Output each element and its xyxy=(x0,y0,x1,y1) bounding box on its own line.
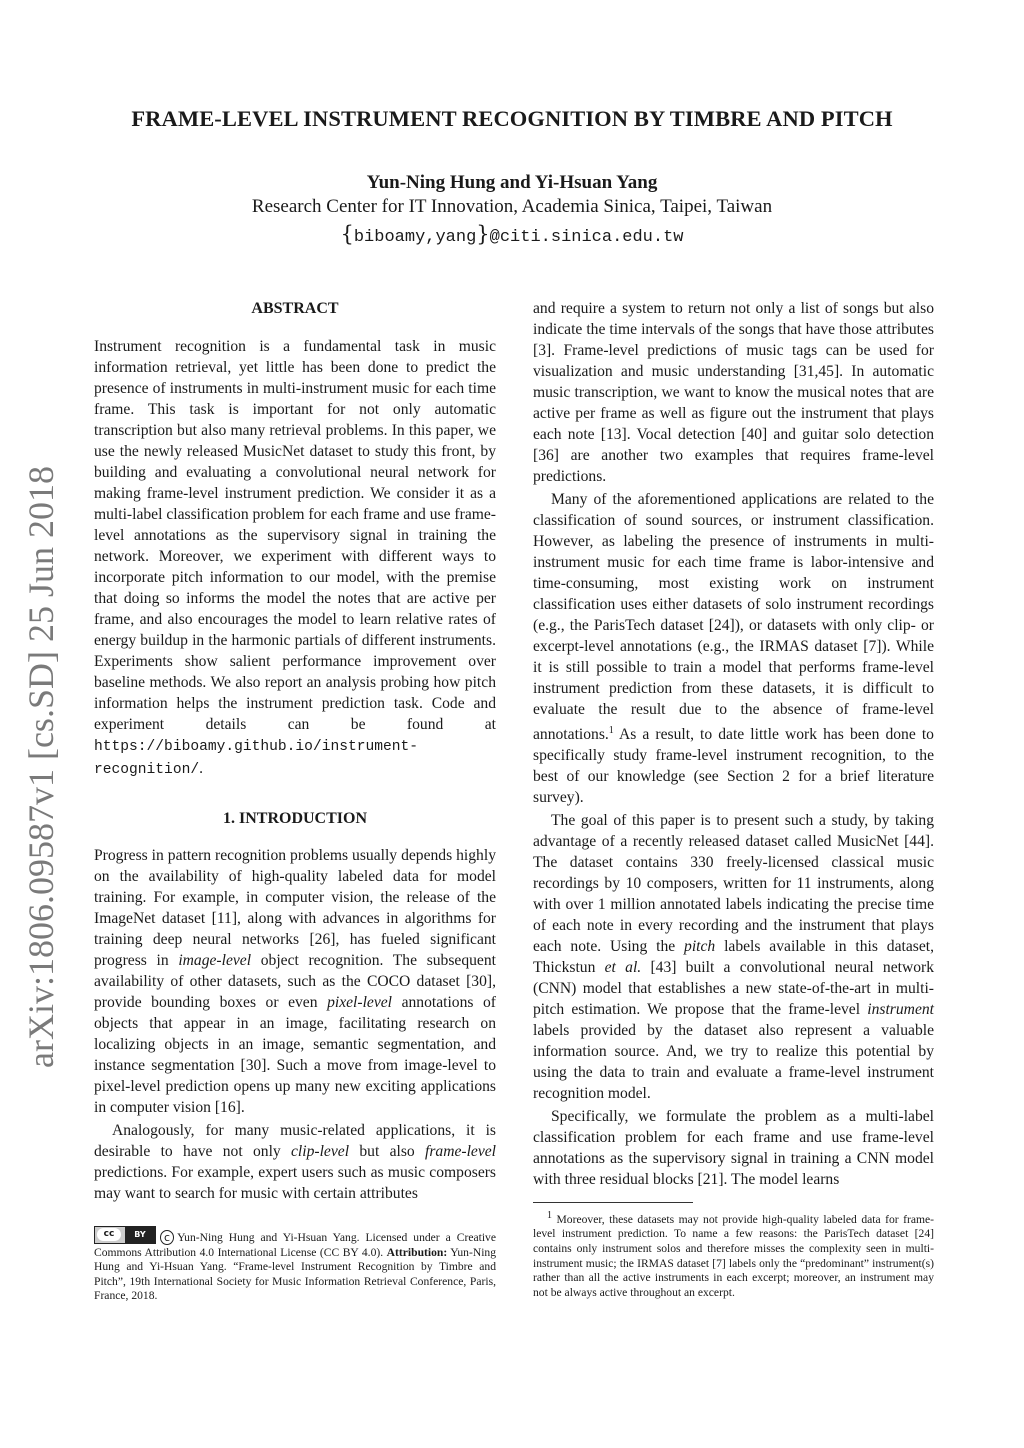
by-label: BY xyxy=(125,1227,155,1243)
intro-p1-text-c: annotations of objects that appear in an image, facilitating research on localizing objects in an image, semantic segmentation, and instance segmentation [30]. Such a move from image-level to pixel-level prediction opens up many new exciting applications in computer vision [16]. xyxy=(94,994,496,1116)
right-column xyxy=(533,298,934,1190)
email-users: biboamy,yang xyxy=(353,228,477,247)
intro-p2-text-a: Analogously, for many music-related applications, it is desirable to have not only xyxy=(94,1122,496,1160)
footnote-text: Moreover, these datasets may not provide high-quality labeled data for frame-level instrument prediction. To name a few reasons: the ParisTech dataset [24] contains only instrument solos and therefore misses the complexity seen in multi-instrument music; the IRMAS dataset [7] labels only the “predominant” instrument(s) rather than all the active instruments in each excerpt; moreover, an instrument may not be always active throughout an excerpt. xyxy=(533,1212,934,1299)
footnote-mark: 1 xyxy=(547,1210,552,1221)
intro-paragraph-2 xyxy=(94,1120,496,1204)
intro-p1-emphasis-1: image-level xyxy=(178,952,252,969)
abstract-heading: ABSTRACT xyxy=(251,300,339,317)
right-p3-text-a: The goal of this paper is to present such a study, by taking advantage of a recently released dataset called MusicNet [44]. The dataset contains 330 freely-licensed classical music recordings by 10 composers, written for 11 instruments, along with over 1 million annotated labels indicating the precise time of each note in every recording and the instrument that plays each note. Using the xyxy=(533,812,934,956)
intro-paragraph-1 xyxy=(94,845,496,1118)
attribution-label: Attribution: xyxy=(386,1245,448,1259)
paper-affiliation: Research Center for IT Innovation, Academia Sinica, Taipei, Taiwan xyxy=(251,196,773,217)
right-p3-emphasis-2: et al. xyxy=(604,959,642,977)
right-p3-emphasis-3: instrument xyxy=(867,1001,934,1019)
right-p3-text-d: labels provided by the dataset also represent a valuable information source. And, we try to realize this potential by using the data to train and evaluate a frame-level instrument recognition model. xyxy=(533,1022,934,1103)
right-p3-text-c: [43] built a convolutional neural network (CNN) model that establishes a new state-of-the-art in multi-pitch estimation. We propose that the frame-level xyxy=(533,959,935,1019)
paper-email xyxy=(0,222,1024,247)
license-text: Yun-Ning Hung and Yi-Hsuan Yang. Licensed under a Creative Commons Attribution 4.0 International License (CC BY 4.0). xyxy=(94,1231,496,1259)
license-footnote xyxy=(94,1226,496,1304)
abstract-body xyxy=(94,336,496,781)
right-paragraph-3 xyxy=(533,810,934,1104)
cc-label: cc xyxy=(97,1228,121,1241)
left-column xyxy=(94,298,496,1204)
right-p3-text-b: labels available in this dataset, Thickstun xyxy=(533,938,934,977)
arxiv-stamp: arXiv:1806.09587v1 [cs.SD] 25 Jun 2018 xyxy=(21,466,61,1068)
footnote-rule xyxy=(533,1202,693,1203)
right-p2-text-b: As a result, to date little work has been done to specifically study frame-level instrument recognition, to the best of our knowledge (see Section 2 for a brief literature survey). xyxy=(533,726,934,807)
intro-p1-text-b: object recognition. The subsequent availability of other datasets, such as the COCO dataset [30], provide bounding boxes or even xyxy=(94,952,496,1011)
intro-p2-emphasis-2: frame-level xyxy=(425,1143,497,1160)
footnote-ref-1: 1 xyxy=(608,725,614,736)
paper-title: FRAME-LEVEL INSTRUMENT RECOGNITION BY TIMBRE AND PITCH xyxy=(131,106,893,131)
cc-by-license-icon xyxy=(94,1226,156,1244)
right-p2-text-a: Many of the aforementioned applications are related to the classification of sound sources, or instrument classification. However, as labeling the presence of instruments in multi-instrument music for each time frame is labor-intensive and time-consuming, most existing work on instrument classification uses either datasets of solo instrument recordings (e.g., the ParisTech dataset [24]), or datasets with only clip- or excerpt-level annotations (e.g., the IRMAS dataset [7]). While it is still possible to train a model that performs frame-level instrument prediction from these datasets, it is difficult to evaluate the result due to the absence of frame-level annotations. xyxy=(533,491,934,744)
intro-p2-text-c: predictions. For example, expert users such as music composers may want to search for music with certain attributes xyxy=(94,1164,496,1202)
abstract-code-link[interactable]: https://biboamy.github.io/instrument-recognition/ xyxy=(94,739,419,778)
right-paragraph-2 xyxy=(533,489,934,808)
footnote-1 xyxy=(533,1209,934,1300)
intro-p1-emphasis-2: pixel-level xyxy=(327,994,393,1011)
right-paragraph-4: Specifically, we formulate the problem as a multi-label classification problem for each frame and use frame-level annotations as the supervisory signal in training a CNN model with three residual blocks [21]. The model learns xyxy=(533,1108,934,1189)
right-p3-emphasis-1: pitch xyxy=(684,938,716,956)
intro-p1-text-a: Progress in pattern recognition problems usually depends highly on the availability of high-quality labeled data for model training. For example, in computer vision, the release of the ImageNet dataset [11], along with advances in algorithms for training deep neural networks [26], has fueled significant progress in xyxy=(94,847,496,969)
email-domain: @citi.sinica.edu.tw xyxy=(489,228,684,247)
right-paragraph-1: and require a system to return not only a list of songs but also indicate the time intervals of the songs that have those attributes [3]. Frame-level predictions of music tags can be used for visualization and music understanding [31,45]. In automatic music transcription, we want to know the musical notes that are active per frame as well as figure out the instrument that plays each note [13]. Vocal detection [40] and guitar solo detection [36] are another two examples that requires frame-level predictions. xyxy=(533,300,934,485)
email-close-brace: } xyxy=(476,222,490,246)
email-open-brace: { xyxy=(340,222,354,246)
intro-p2-text-b: but also xyxy=(359,1143,415,1160)
introduction-heading: 1. INTRODUCTION xyxy=(222,810,367,827)
intro-p2-emphasis-1: clip-level xyxy=(291,1143,350,1160)
attribution-text: Yun-Ning Hung and Yi-Hsuan Yang. “Frame-level Instrument Recognition by Timbre and Pitch”, 19th International Society for Music Information Retrieval Conference, Paris, France, 2018. xyxy=(94,1245,497,1303)
abstract-text: Instrument recognition is a fundamental task in music information retrieval, yet little has been done to predict the presence of instruments in multi-instrument music for each time frame. This task is important for not only automatic transcription but also many retrieval problems. In this paper, we use the newly released MusicNet dataset to study this front, by building and evaluating a convolutional neural network for making frame-level instrument prediction. We consider it as a multi-label classification problem for each frame and use frame-level annotations as the supervisory signal in training the network. Moreover, we experiment with different ways to incorporate pitch information to our model, with the premise that doing so informs the model the notes that are active per frame, and also encourages the model to learn relative rates of energy buildup in the harmonic partials of different instruments. Experiments show salient performance improvement over baseline methods. We also report an analysis probing how pitch information helps the instrument prediction task. Code and experiment details can be found at xyxy=(94,338,496,733)
copyright-icon: c xyxy=(160,1230,174,1245)
paper-authors: Yun-Ning Hung and Yi-Hsuan Yang xyxy=(366,172,658,193)
abstract-url-end: . xyxy=(199,760,203,777)
